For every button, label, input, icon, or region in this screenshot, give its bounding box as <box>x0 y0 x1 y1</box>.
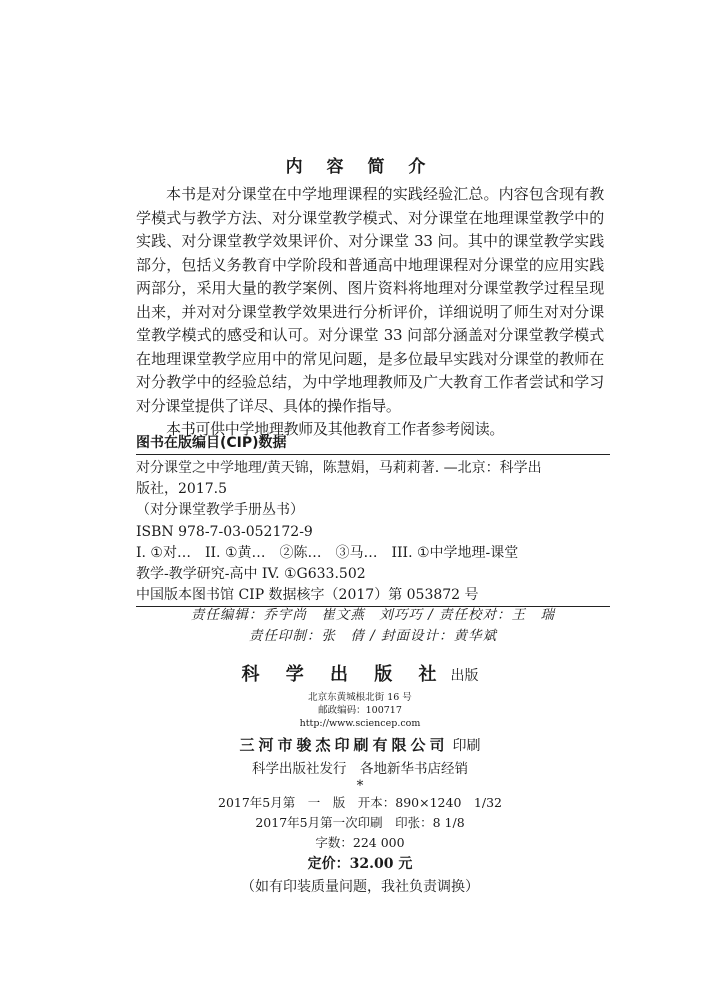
credits <box>136 605 610 647</box>
cip-record <box>136 458 610 606</box>
content-summary <box>136 183 604 442</box>
publisher-address: 北京东黄城根北街 16 号 <box>308 692 412 703</box>
page-title: 内 容 简 介 <box>285 157 435 177</box>
summary-paragraph: 本书是对分课堂在中学地理课程的实践经验汇总。内容包含现有教学模式与教学方法、对分课堂教学模式、对分课堂在地理课堂教学中的实践、对分课堂教学效果评价、对分课堂 33 问。其中的课堂教学实践部分，包括义务教育中学阶段和普通高中地理课程对分课堂的应用实践两部分，采用大量的教学案例、图片资料将地理对分课堂教学过程呈现出来，并对对分课堂教学效果进行分析评价，详细说明了师生对对分课堂教学模式的感受和认可。对分课堂 33 问部分涵盖对分课堂教学模式在地理课堂教学应用中的常见问题，是多位最早实践对分课堂的教师在对分教学中的经验总结，为中学地理教师及广大教育工作者尝试和学习对分课堂提供了详尽、具体的操作指导。 <box>136 185 604 415</box>
cip-line: 教学-教学研究-高中 IV. ①G633.502 <box>136 566 366 583</box>
price: 定价：32.00 元 <box>307 856 413 872</box>
cip-line: 对分课堂之中学地理/黄天锦，陈慧娟，马莉莉著. —北京：科学出 <box>136 460 542 476</box>
cip-line: 中国版本图书馆 CIP 数据核字（2017）第 053872 号 <box>136 587 479 604</box>
cip-line: I. ①对… II. ①黄… ②陈… ③马… III. ①中学地理-课堂 <box>136 544 519 561</box>
printer-suffix: 印刷 <box>452 738 481 754</box>
edition-row: 2017年5月第 一 版 开本：890×1240 1/32 <box>218 795 502 810</box>
cip-line: ISBN 978-7-03-052172-9 <box>136 523 313 540</box>
cip-heading: 图书在版编目(CIP)数据 <box>136 435 287 451</box>
distribution-line: 科学出版社发行 各地新华书店经销 <box>252 761 468 777</box>
printing-row: 2017年5月第一次印刷 印张：8 1/8 <box>255 815 465 830</box>
imprint-block <box>0 660 720 899</box>
publisher-website: http://www.sciencep.com <box>299 718 421 729</box>
word-count: 字数：224 000 <box>315 835 405 850</box>
editor-credits: 责任编辑：乔宇尚 崔文燕 刘巧巧 / 责任校对：王 瑞 <box>190 607 556 623</box>
cip-top-rule <box>136 454 610 455</box>
publisher-suffix: 出版 <box>450 668 479 684</box>
cip-line: （对分课堂教学手册丛书） <box>136 502 304 519</box>
quality-notice: （如有印装质量问题，我社负责调换） <box>241 879 479 895</box>
production-credits: 责任印制：张 倩 / 封面设计：黄华斌 <box>248 628 498 644</box>
summary-paragraph: 本书可供中学地理教师及其他教育工作者参考阅读。 <box>166 420 505 438</box>
printer-name: 三河市骏杰印刷有限公司 <box>239 736 449 754</box>
publisher-name: 科 学 出 版 社 <box>241 664 447 685</box>
separator-asterisk: * <box>356 778 364 794</box>
publisher-postcode: 邮政编码：100717 <box>318 705 402 716</box>
cip-line: 版社，2017.5 <box>136 481 227 498</box>
